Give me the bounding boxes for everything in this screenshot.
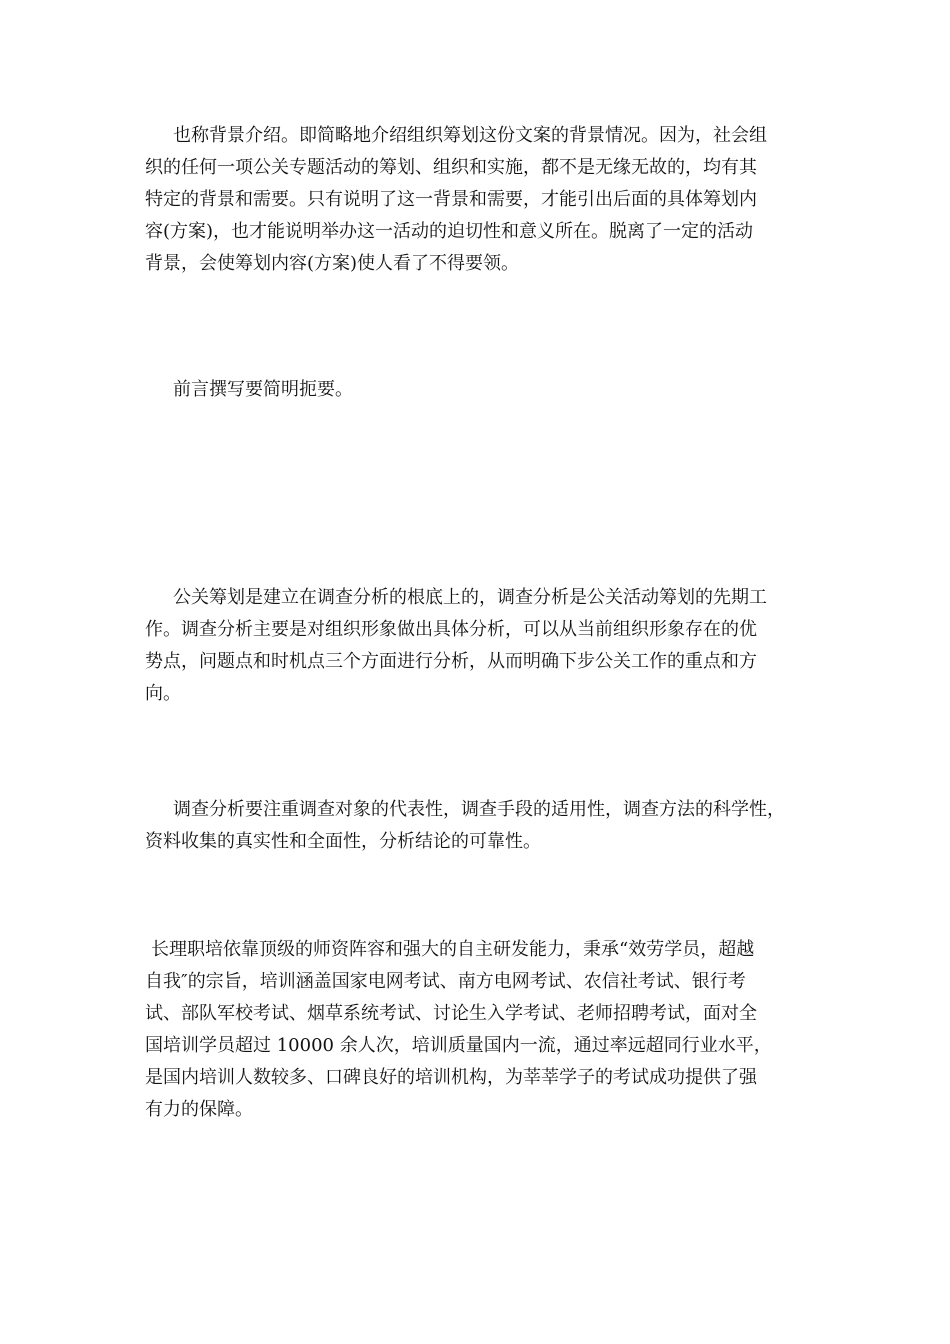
text-line: 前言撰写要简明扼要。: [173, 379, 353, 400]
text-line: 特定的背景和需要。只有说明了这一背景和需要，才能引出后面的具体筹划内: [145, 189, 757, 210]
text-line: 向。: [145, 683, 181, 704]
paragraph-background-intro: [145, 120, 767, 280]
text-line: 资料收集的真实性和全面性，分析结论的可靠性。: [145, 831, 541, 852]
paragraph-survey-analysis: [145, 582, 767, 710]
text-line: 国培训学员超过 10000 余人次，培训质量国内一流，通过率远超同行业水平，: [145, 1035, 772, 1056]
paragraph-preface-note: [145, 374, 353, 406]
text-line: 作。调查分析主要是对组织形象做出具体分析，可以从当前组织形象存在的优: [145, 619, 757, 640]
text-line: 织的任何一项公关专题活动的筹划、组织和实施，都不是无缘无故的，均有其: [145, 157, 757, 178]
text-line: 试、部队军校考试、烟草系统考试、讨论生入学考试、老师招聘考试，面对全: [145, 1003, 757, 1024]
paragraph-survey-requirements: [145, 794, 785, 858]
text-line: 背景，会使筹划内容(方案)使人看了不得要领。: [145, 253, 520, 274]
text-line: 势点，问题点和时机点三个方面进行分析，从而明确下步公关工作的重点和方: [145, 651, 757, 672]
text-line: 调查分析要注重调查对象的代表性，调查手段的适用性，调查方法的科学性，: [173, 799, 785, 820]
text-line: 自我″的宗旨，培训涵盖国家电网考试、南方电网考试、农信社考试、银行考: [145, 971, 746, 992]
text-line: 有力的保障。: [145, 1099, 253, 1120]
text-line: 公关筹划是建立在调查分析的根底上的，调查分析是公关活动筹划的先期工: [173, 587, 767, 608]
text-line: 是国内培训人数较多、口碑良好的培训机构，为莘莘学子的考试成功提供了强: [145, 1067, 757, 1088]
text-line: 长理职培依靠顶级的师资阵容和强大的自主研发能力，秉承“效劳学员，超越: [151, 939, 755, 960]
text-line: 也称背景介绍。即简略地介绍组织筹划这份文案的背景情况。因为，社会组: [173, 125, 767, 146]
paragraph-training-ad: [145, 934, 772, 1126]
text-line: 容(方案)，也才能说明举办这一活动的迫切性和意义所在。脱离了一定的活动: [145, 221, 754, 242]
